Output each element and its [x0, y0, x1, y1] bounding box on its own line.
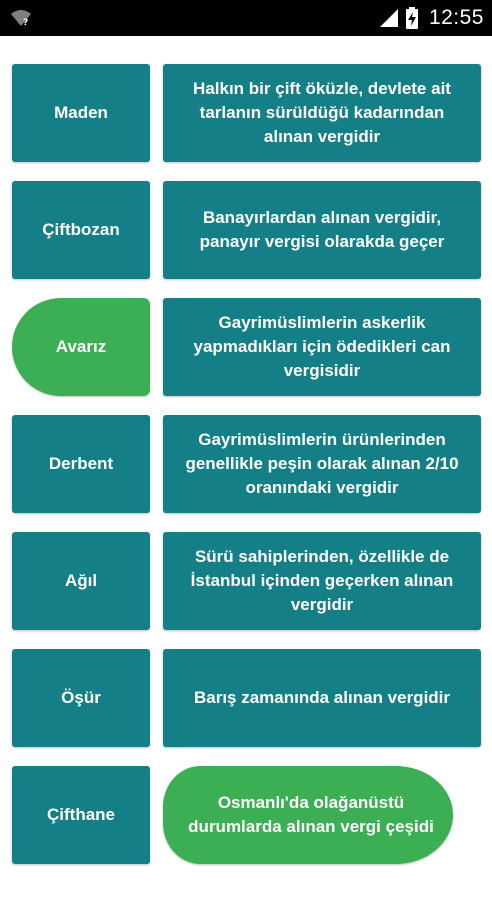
cell-signal-icon — [379, 8, 399, 28]
term-card-avariz-selected[interactable] — [12, 298, 150, 396]
definition-text: Gayrimüslimlerin ürünlerinden genellikle peşin olarak alınan 2/10 oranındaki vergidir — [185, 430, 459, 497]
term-card-ciftbozan[interactable] — [12, 181, 150, 279]
battery-charging-icon — [405, 7, 419, 29]
wifi-unknown-icon — [10, 8, 32, 28]
definition-text: Gayrimüslimlerin askerlik yapmadıkları için ödedikleri can vergisidir — [193, 313, 451, 380]
term-label: Avarız — [55, 337, 107, 356]
definition-card-2[interactable] — [163, 181, 481, 279]
definition-card-3[interactable] — [163, 298, 481, 396]
term-card-maden[interactable] — [12, 64, 150, 162]
definition-card-6[interactable] — [163, 649, 481, 747]
definition-text: Osmanlı'da olağanüstü durumlarda alınan vergi çeşidi — [188, 793, 434, 836]
definition-card-4[interactable] — [163, 415, 481, 513]
definition-text: Barış zamanında alınan vergidir — [193, 688, 451, 707]
status-icons — [379, 0, 484, 36]
term-label: Ağıl — [64, 571, 98, 590]
tax-match-list — [0, 36, 492, 900]
term-card-derbent[interactable] — [12, 415, 150, 513]
status-bar — [0, 0, 492, 36]
definition-text: Banayırlardan alınan vergidir, panayır vergisi olarakda geçer — [199, 208, 445, 251]
definition-text: Halkın bir çift öküzle, devlete ait tarlanın sürüldüğü kadarından alınan vergidir — [193, 79, 451, 146]
clock: 12:55 — [428, 6, 484, 29]
term-label: Çifthane — [47, 805, 115, 824]
term-label: Maden — [54, 103, 108, 122]
definition-card-5[interactable] — [163, 532, 481, 630]
definition-card-7-selected[interactable] — [163, 766, 453, 864]
definition-text: Sürü sahiplerinden, özellikle de İstanbul içinden geçerken alınan vergidir — [190, 547, 454, 614]
term-label: Öşür — [61, 688, 101, 707]
svg-text:?: ? — [23, 18, 29, 28]
term-card-agil[interactable] — [12, 532, 150, 630]
term-label: Derbent — [48, 454, 114, 473]
term-card-cifthane[interactable] — [12, 766, 150, 864]
term-card-osur[interactable] — [12, 649, 150, 747]
definition-card-1[interactable] — [163, 64, 481, 162]
term-label: Çiftbozan — [42, 220, 120, 239]
